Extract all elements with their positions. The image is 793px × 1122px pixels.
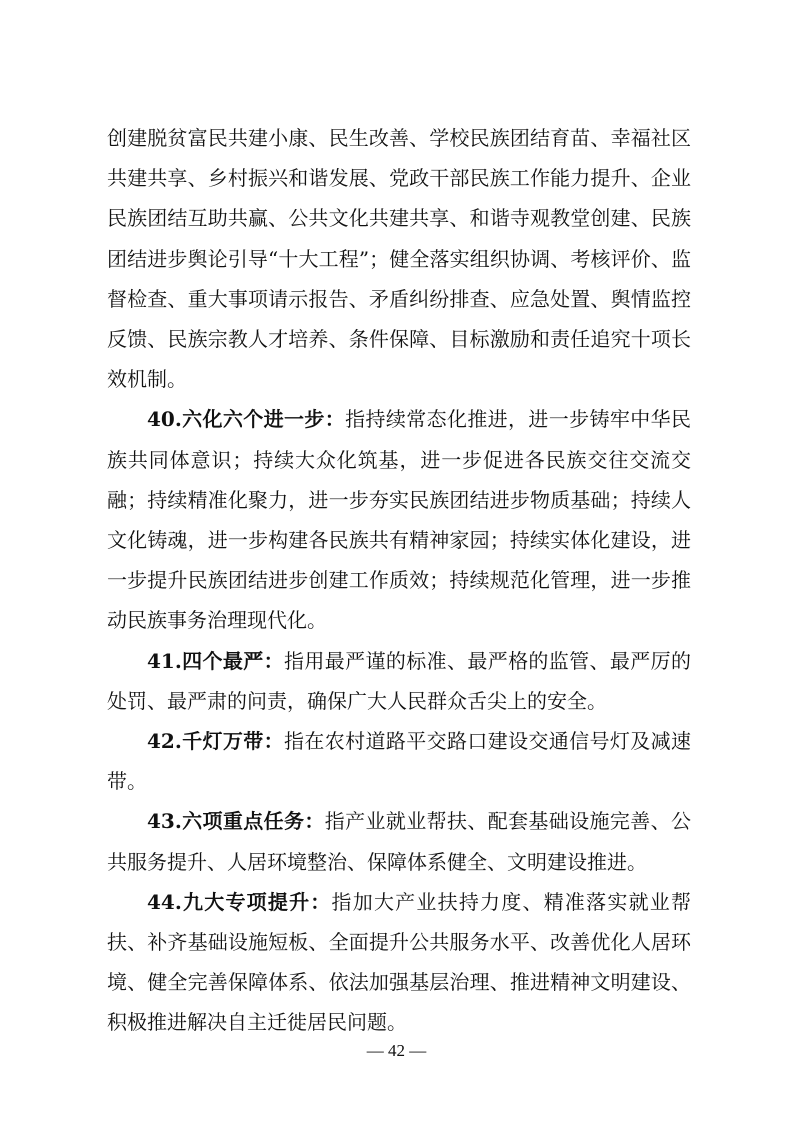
- term-heading: 40.六化六个进一步：: [147, 407, 346, 432]
- paragraph-item-44: [107, 882, 691, 1043]
- paragraph-item-42: [107, 721, 691, 801]
- term-heading: 44.九大专项提升：: [147, 889, 332, 914]
- paragraph-item-41: [107, 641, 691, 721]
- paragraph-item-40: [107, 399, 691, 640]
- paragraph-item-43: [107, 801, 691, 881]
- paragraph-text: 指在农村道路平交路口建设交通信号灯及减速带。: [107, 729, 692, 794]
- paragraph-text: 指用最严谨的标准、最严格的监管、最严厉的处罚、最严肃的问责，确保广大人民群众舌尖上的安全。: [107, 648, 692, 713]
- paragraph-text: 指产业就业帮扶、配套基础设施完善、公共服务提升、人居环境整治、保障体系健全、文明建设推进。: [107, 809, 692, 874]
- term-heading: 42.千灯万带：: [147, 729, 285, 754]
- term-heading: 43.六项重点任务：: [147, 809, 325, 834]
- paragraph-continuation: [107, 118, 691, 399]
- paragraph-text: 创建脱贫富民共建小康、民生改善、学校民族团结育苗、幸福社区共建共享、乡村振兴和谐发展、党政干部民族工作能力提升、企业民族团结互助共赢、公共文化共建共享、和谐寺观教堂创建、民族团结进步舆论引导“十大工程”；健全落实组织协调、考核评价、监督检查、重大事项请示报告、矛盾纠纷排查、应急处置、舆情监控反馈、民族宗教人才培养、条件保障、目标激励和责任追究十项长效机制。: [107, 126, 691, 392]
- document-body: [107, 118, 691, 1043]
- paragraph-text: 指持续常态化推进，进一步铸牢中华民族共同体意识；持续大众化筑基，进一步促进各民族交往交流交融；持续精准化聚力，进一步夯实民族团结进步物质基础；持续人文化铸魂，进一步构建各民族共有精神家园；持续实体化建设，进一步提升民族团结进步创建工作质效；持续规范化管理，进一步推动民族事务治理现代化。: [107, 407, 691, 633]
- page-number: — 42 —: [366, 1041, 427, 1060]
- term-heading: 41.四个最严：: [147, 648, 285, 673]
- paragraph-text: 指加大产业扶持力度、精准落实就业帮扶、补齐基础设施短板、全面提升公共服务水平、改善优化人居环境、健全完善保障体系、依法加强基层治理、推进精神文明建设、积极推进解决自主迁徙居民问题。: [107, 889, 691, 1035]
